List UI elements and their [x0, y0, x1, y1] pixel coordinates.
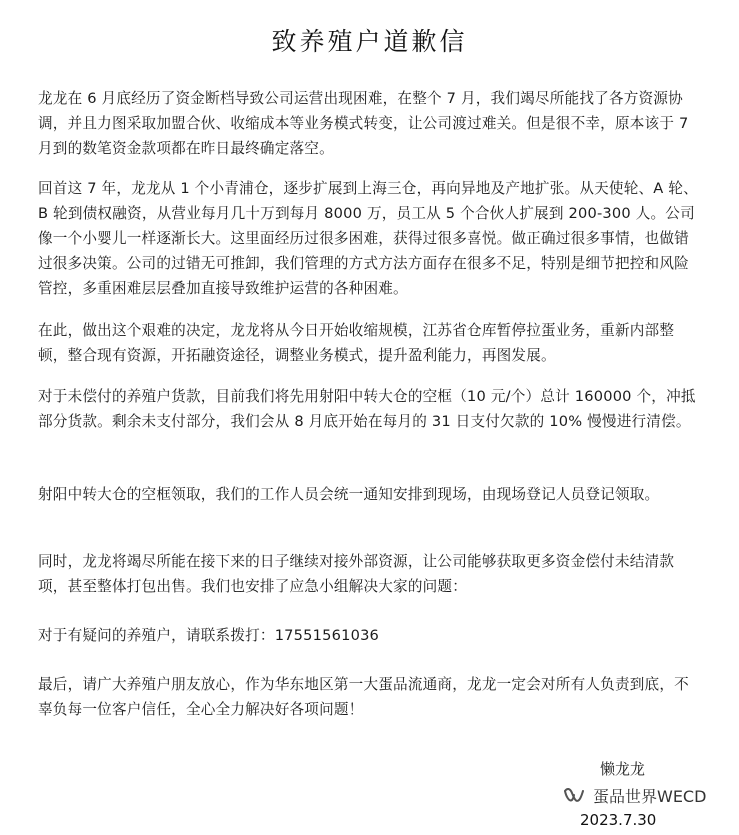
- paragraph-crate-pickup: 射阳中转大仓的空框领取，我们的工作人员会统一通知安排到现场，由现场登记人员登记领取。: [38, 486, 660, 503]
- paragraph-repayment-plan: 对于未偿付的养殖户货款，目前我们将先用射阳中转大仓的空框（10 元/个）总计 160000 个，冲抵部分货款。剩余未支付部分，我们会从 8 月底开始在每月的 31 日支付欠款的 10% 慢慢进行清偿。: [38, 388, 696, 430]
- paragraph-decision: 在此，做出这个艰难的决定，龙龙将从今日开始收缩规模，江苏省仓库暂停拉蛋业务，重新内部整顿，整合现有资源，开拓融资途径，调整业务模式，提升盈利能力，再图发展。: [38, 322, 675, 364]
- letter-date: 2023.7.30: [580, 811, 657, 829]
- watermark: [563, 784, 706, 807]
- paragraph-company-history: 回首这 7 年，龙龙从 1 个小青浦仓，逐步扩展到上海三仓，再向异地及产地扩张。从天使轮、A 轮、B 轮到债权融资，从营业每月几十万到每月 8000 万，员工从 5 个合伙人扩展到 200-300 人。公司像一个小婴儿一样逐渐长大。这里面经历过很多困难，获得过很多喜悦。做正确过很多事情，也做错过很多决策。公司的过错无可推卸，我们管理的方式方法方面存在很多不足，特别是细节把控和风险管控，多重困难层层叠加直接导致维护运营的各种困难。: [38, 180, 698, 297]
- paragraph-contact-phone: 对于有疑问的养殖户，请联系拨打：17551561036: [38, 627, 380, 644]
- paragraph-closing: 最后，请广大养殖户朋友放心，作为华东地区第一大蛋品流通商，龙龙一定会对所有人负责到底，不辜负每一位客户信任，全心全力解决好各项问题！: [38, 676, 689, 718]
- letter-title: 致养殖户道歉信: [271, 27, 468, 56]
- paragraph-external-resources: 同时，龙龙将竭尽所能在接下来的日子继续对接外部资源，让公司能够获取更多资金偿付未结清款项，甚至整体打包出售。我们也安排了应急小组解决大家的问题：: [38, 553, 675, 595]
- paragraph-funding-gap: 龙龙在 6 月底经历了资金断档导致公司运营出现困难，在整个 7 月，我们竭尽所能找了各方资源协调，并且力图采取加盟合伙、收缩成本等业务模式转变，让公司渡过难关。但是很不幸，原本该于 7 月到的数笔资金款项都在昨日最终确定落空。: [38, 90, 689, 157]
- watermark-text: 蛋品世界WECD: [593, 787, 707, 806]
- wechat-channel-icon: [563, 787, 585, 805]
- signature: 懒龙龙: [600, 760, 646, 778]
